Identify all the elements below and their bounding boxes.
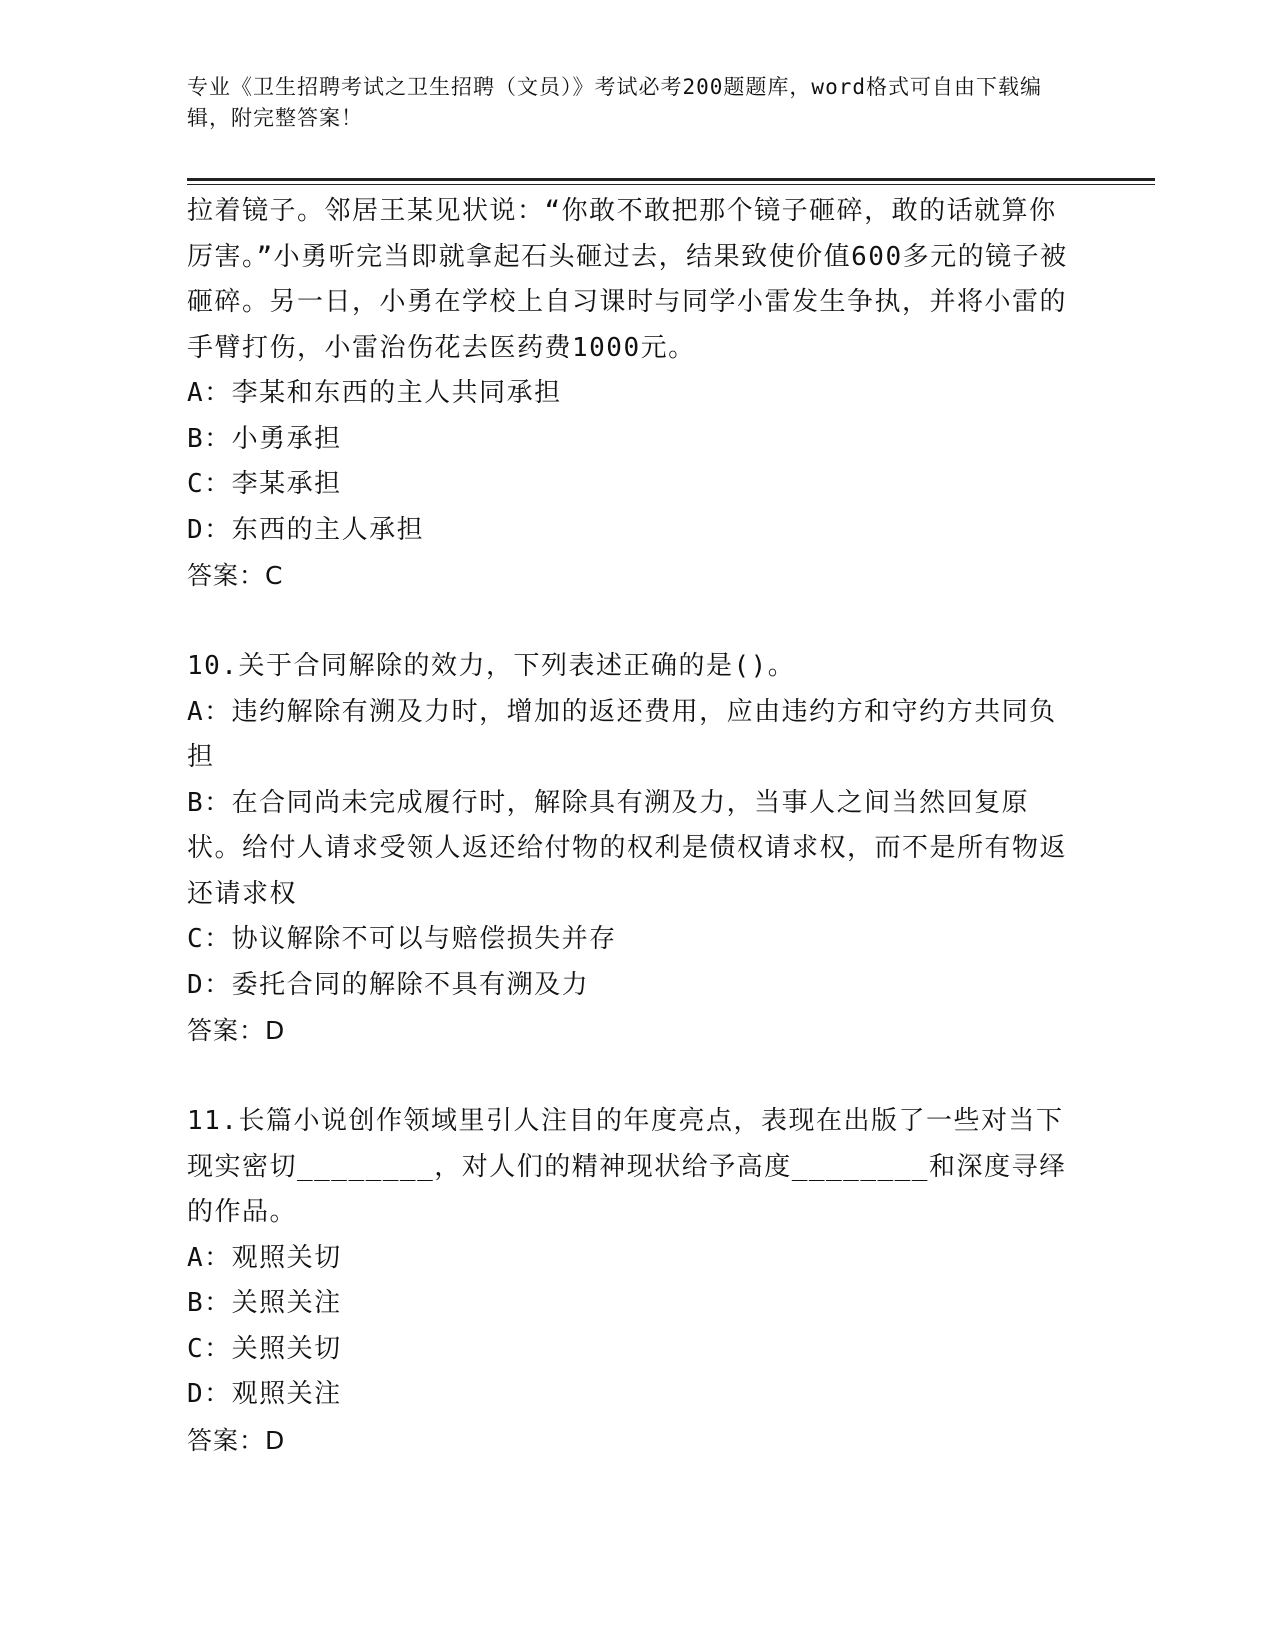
question-9-continuation xyxy=(187,189,1082,599)
spacer xyxy=(187,599,1082,645)
question-9-option-a: A：李某和东西的主人共同承担 xyxy=(187,378,562,408)
question-11-option-a: A：观照关切 xyxy=(187,1242,342,1273)
header-text: 专业《卫生招聘考试之卫生招聘（文员）》考试必考200题题库，word格式可自由下载编辑，附完整答案！ xyxy=(187,75,1042,130)
question-9-option-d: D：东西的主人承担 xyxy=(187,514,425,545)
document-body xyxy=(187,189,1082,1463)
header-divider-thick xyxy=(187,178,1155,181)
question-11 xyxy=(187,1099,1082,1463)
question-11-option-b: B：关照关注 xyxy=(187,1288,342,1318)
question-11-answer: 答案：D xyxy=(187,1425,286,1455)
question-10-option-d: D：委托合同的解除不具有溯及力 xyxy=(187,969,590,1000)
question-10-option-c: C：协议解除不可以与赔偿损失并存 xyxy=(187,924,617,954)
question-11-option-c: C：关照关切 xyxy=(187,1333,342,1364)
question-10-option-a: A：违约解除有溯及力时，增加的返还费用，应由违约方和守约方共同负担 xyxy=(187,696,1057,772)
question-10-answer: 答案：D xyxy=(187,1016,286,1045)
question-11-stem: 11.长篇小说创作领域里引人注目的年度亮点，表现在出版了一些对当下现实密切________，对人们的精神现状给予高度________和深度寻绎的作品。 xyxy=(187,1106,1067,1227)
question-11-option-d: D：观照关注 xyxy=(187,1379,342,1409)
question-10 xyxy=(187,644,1082,1054)
header-divider-thin xyxy=(187,184,1155,185)
spacer xyxy=(187,1054,1082,1100)
question-9-stem-tail: 拉着镜子。邻居王某见状说：“你敢不敢把那个镜子砸碎，敢的话就算你厉害。”小勇听完当即就拿起石头砸过去，结果致使价值600多元的镜子被砸碎。另一日，小勇在学校上自习课时与同学小雷发生争执，并将小雷的手臂打伤，小雷治伤花去医药费1000元。 xyxy=(187,196,1068,363)
question-9-answer: 答案：C xyxy=(187,561,284,590)
document-header xyxy=(187,72,1067,134)
question-9-option-b: B：小勇承担 xyxy=(187,423,342,454)
question-9-option-c: C：李某承担 xyxy=(187,469,342,499)
question-10-stem: 10.关于合同解除的效力，下列表述正确的是()。 xyxy=(187,651,796,681)
question-10-option-b: B：在合同尚未完成履行时，解除具有溯及力，当事人之间当然回复原状。给付人请求受领人返还给付物的权利是债权请求权，而不是所有物返还请求权 xyxy=(187,787,1068,909)
